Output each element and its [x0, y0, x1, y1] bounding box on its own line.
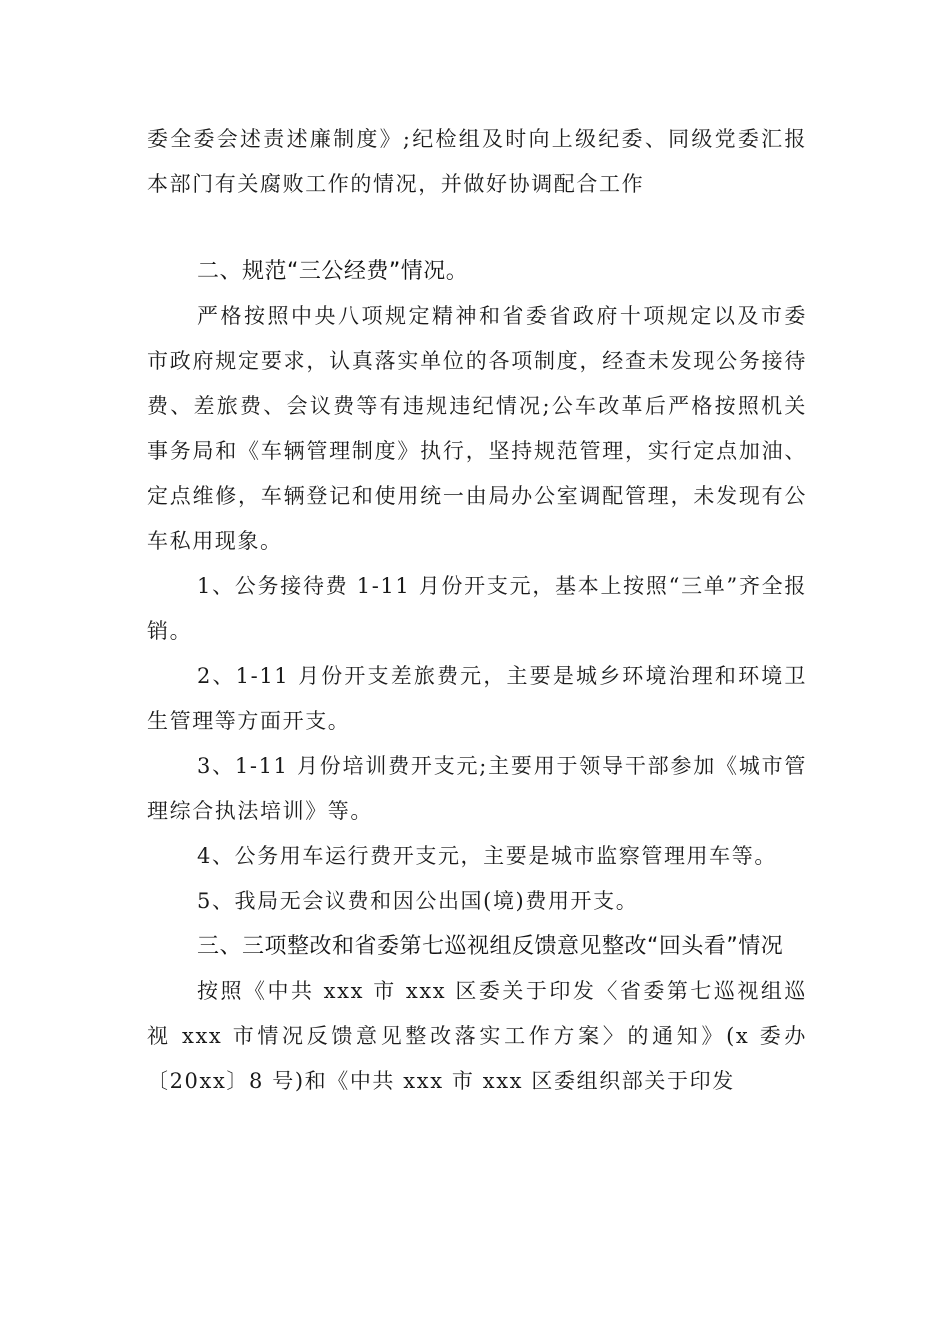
expense-item-1: 1、公务接待费 1-11 月份开支元，基本上按照“三单”齐全报销。: [147, 574, 807, 643]
section-2-heading: 二、规范“三公经费”情况。: [197, 259, 469, 284]
expense-item-5: 5、我局无会议费和因公出国(境)费用开支。: [197, 889, 639, 913]
section-3-intro-paragraph: 按照《中共 xxx 市 xxx 区委关于印发〈省委第七巡视组巡视 xxx 市情况反馈意见整改落实工作方案〉的通知》(x 委办〔20xx〕8 号)和《中共 xxx 市 xxx 区委组织部关于印发: [147, 979, 807, 1093]
document-page: [147, 117, 807, 1104]
expense-item-2: 2、1-11 月份开支差旅费元，主要是城乡环境治理和环境卫生管理等方面开支。: [147, 664, 807, 733]
section-3-heading: 三、三项整改和省委第七巡视组反馈意见整改“回头看”情况: [197, 934, 784, 959]
expense-item-4: 4、公务用车运行费开支元，主要是城市监察管理用车等。: [197, 844, 777, 868]
expense-item-3: 3、1-11 月份培训费开支元;主要用于领导干部参加《城市管理综合执法培训》等。: [147, 754, 807, 823]
section-2-intro-paragraph: 严格按照中央八项规定精神和省委省政府十项规定以及市委市政府规定要求，认真落实单位的各项制度，经查未发现公务接待费、差旅费、会议费等有违规违纪情况;公车改革后严格按照机关事务局和《车辆管理制度》执行，坚持规范管理，实行定点加油、定点维修，车辆登记和使用统一由局办公室调配管理，未发现有公车私用现象。: [147, 304, 807, 553]
continuation-paragraph: 委全委会述责述廉制度》;纪检组及时向上级纪委、同级党委汇报本部门有关腐败工作的情况，并做好协调配合工作: [147, 127, 807, 196]
